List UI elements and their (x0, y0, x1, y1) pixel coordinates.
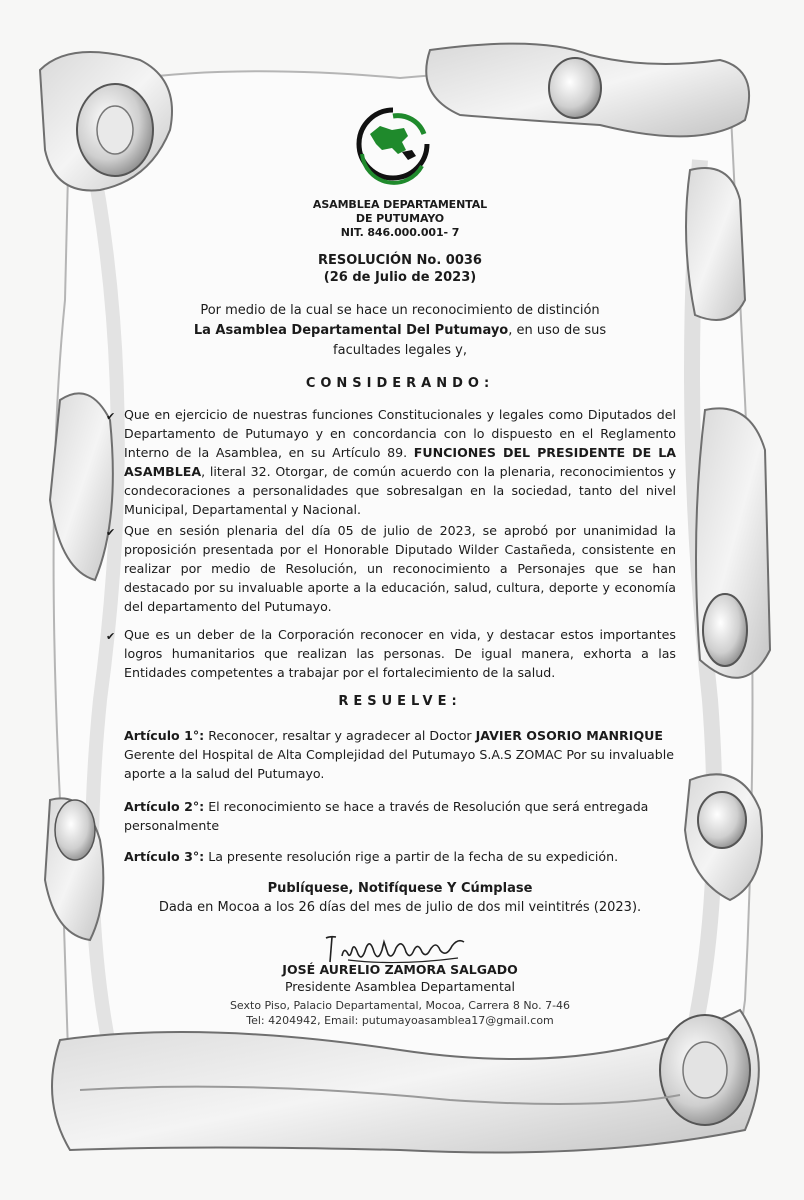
footer-contact: Tel: 4204942, Email: putumayoasamblea17@gmail.com (246, 1014, 554, 1027)
honoree-name: JAVIER OSORIO MANRIQUE (475, 728, 663, 743)
article-2-text: El reconocimiento se hace a través de Resolución que será entregada personalmente (124, 799, 649, 833)
article-1 (124, 726, 676, 783)
intro-line-3: facultades legales y, (333, 343, 467, 358)
closing-date-line: Dada en Mocoa a los 26 días del mes de julio de dos mil veintitrés (2023). (158, 900, 642, 915)
check-icon: ✔ (106, 526, 116, 539)
article-3 (124, 847, 676, 866)
considerando-item-3 (106, 625, 676, 682)
footer-address: Sexto Piso, Palacio Departamental, Mocoa, Carrera 8 No. 7-46 (229, 999, 571, 1012)
article-3-text: La presente resolución rige a partir de la fecha de su expedición. (204, 849, 619, 864)
check-icon: ✔ (106, 630, 116, 643)
item-1-text-a: Que en ejercicio de nuestras funciones Constitucionales y legales como Diputados del Departamento de Putumayo y en concordancia con lo dispuesto en el Reglamento Interno de la Asamblea, en su Artículo 89. (124, 407, 676, 460)
article-1-label: Artículo 1°: (124, 728, 205, 743)
resuelve-heading: RESUELVE: (338, 694, 462, 709)
closing-block (120, 879, 680, 917)
considerando-item-2 (106, 521, 676, 616)
closing-formula: Publíquese, Notifíquese Y Cúmplase (267, 881, 533, 896)
article-3-label: Artículo 3°: (124, 849, 205, 864)
signatory-title: Presidente Asamblea Departamental (284, 979, 516, 994)
intro-line-1: Por medio de la cual se hace un reconocimiento de distinción (200, 303, 600, 318)
item-2-text: Que en sesión plenaria del día 05 de julio de 2023, se aprobó por unanimidad la proposición presentada por el Honorable Diputado Wilder Castañeda, consistente en realizar por medio de Resolución, un reconocimiento a Personajes que se han destacado por su invaluable aporte a la educación, salud, cultura, deporte y economía del departamento del Putumayo. (124, 523, 676, 614)
considerando-item-1 (106, 405, 676, 519)
intro-line-2 (160, 321, 640, 341)
considerando-heading: CONSIDERANDO: (305, 376, 495, 391)
article-2 (124, 797, 676, 835)
resolution-number: RESOLUCIÓN No. 0036 (318, 253, 482, 268)
article-1-text-b: Gerente del Hospital de Alta Complejidad del Putumayo S.A.S ZOMAC Por su invaluable aporte a la salud del Putumayo. (124, 747, 675, 781)
article-1-text-a: Reconocer, resaltar y agradecer al Doctor (204, 728, 476, 743)
resolution-date: (26 de Julio de 2023) (323, 270, 477, 285)
article-2-label: Artículo 2°: (124, 799, 205, 814)
org-department: DE PUTUMAYO (355, 212, 445, 225)
footer (160, 998, 640, 1028)
item-3-text: Que es un deber de la Corporación reconocer en vida, y destacar estos importantes logros humanitarios que realizan las personas. De igual manera, exhorta a las Entidades competentes a trabajar por el fortalecimiento de la salud. (124, 627, 676, 680)
item-1-text-b: , literal 32. Otorgar, de común acuerdo con la plenaria, reconocimientos y condecoraciones a personalidades que sobresalgan en la sociedad, tanto del nivel Municipal, Departamental y Nacional. (124, 464, 676, 517)
putumayo-map-logo-icon (352, 104, 434, 194)
check-icon: ✔ (106, 410, 116, 423)
item-1-bold: FUNCIONES DEL PRESIDENTE DE LA ASAMBLEA (124, 445, 676, 479)
intro-line-2-rest: , en uso de sus (508, 323, 607, 338)
org-name: ASAMBLEA DEPARTAMENTAL (312, 198, 488, 211)
org-nit: NIT. 846.000.001- 7 (340, 226, 460, 239)
signatory-name: JOSÉ AURELIO ZAMORA SALGADO (282, 962, 518, 977)
intro-paragraph (160, 301, 640, 361)
intro-assembly-name: La Asamblea Departamental Del Putumayo (193, 323, 509, 338)
